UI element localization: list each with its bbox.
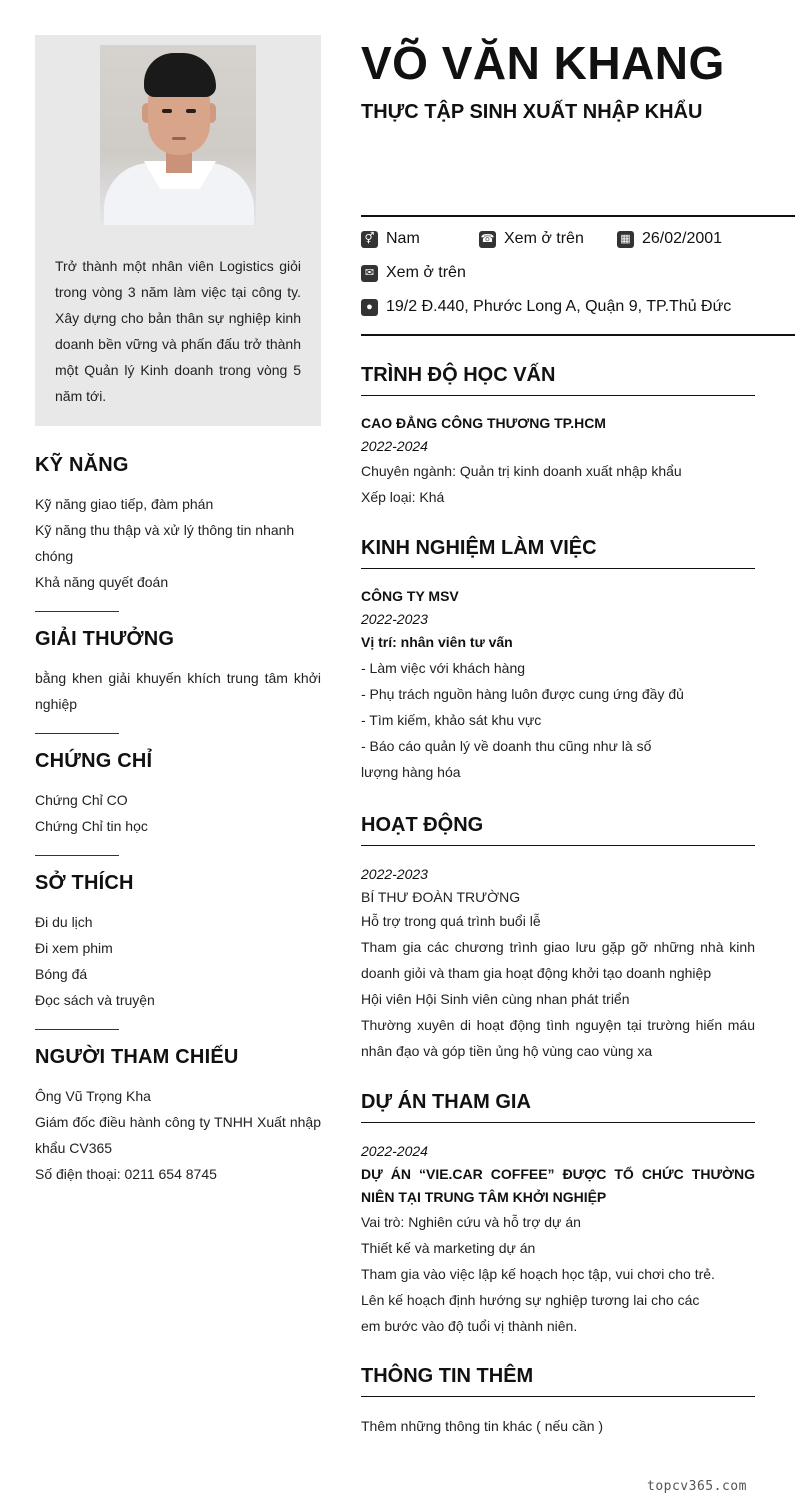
award-item: bằng khen giải khuyến khích trung tâm khởi nghiệp bbox=[35, 670, 321, 712]
candidate-role: THỰC TẬP SINH XUẤT NHẬP KHẨU bbox=[361, 101, 703, 123]
experience-title: KINH NGHIỆM LÀM VIỆC bbox=[361, 537, 755, 569]
section-divider bbox=[35, 611, 119, 612]
hobbies-section bbox=[35, 872, 321, 1013]
experience-date: 2022-2023 bbox=[361, 611, 428, 627]
contact-gender bbox=[361, 230, 420, 248]
experience-position: Vị trí: nhân viên tư vấn bbox=[361, 634, 513, 650]
education-date: 2022-2024 bbox=[361, 438, 428, 454]
birthday-value: 26/02/2001 bbox=[642, 230, 723, 247]
awards-section bbox=[35, 628, 321, 717]
experience-task: - Tìm kiếm, khảo sát khu vực bbox=[361, 712, 542, 728]
experience-task: - Phụ trách nguồn hàng luôn được cung ứng đầy đủ bbox=[361, 686, 684, 702]
reference-item: Số điện thoại: 0211 654 8745 bbox=[35, 1166, 217, 1182]
education-title: TRÌNH ĐỘ HỌC VẤN bbox=[361, 364, 755, 396]
activity-date: 2022-2023 bbox=[361, 866, 428, 882]
profile-box bbox=[35, 35, 321, 426]
experience-task: - Báo cáo quản lý về doanh thu cũng như là số lượng hàng hóa bbox=[361, 738, 652, 780]
contact-email bbox=[361, 264, 466, 282]
reference-item: Ông Vũ Trọng Kha bbox=[35, 1088, 151, 1104]
reference-item: Giám đốc điều hành công ty TNHH Xuất nhập khẩu CV365 bbox=[35, 1114, 321, 1156]
calendar-icon: ▦ bbox=[617, 231, 634, 248]
projects-title: DỰ ÁN THAM GIA bbox=[361, 1091, 755, 1123]
certificate-item: Chứng Chỉ CO bbox=[35, 792, 128, 808]
section-divider bbox=[35, 1029, 119, 1030]
activities-section bbox=[361, 814, 755, 1064]
skills-title: KỸ NĂNG bbox=[35, 454, 129, 476]
contact-address bbox=[361, 298, 731, 316]
phone-icon: ☎ bbox=[479, 231, 496, 248]
envelope-icon: ✉ bbox=[361, 265, 378, 282]
activity-item: Thường xuyên di hoạt động tình nguyện tại trường hiến máu nhân đạo và góp tiền ủng hộ vùng cao vùng xa bbox=[361, 1017, 755, 1059]
email-value: Xem ở trên bbox=[386, 264, 466, 281]
activity-item: Tham gia các chương trình giao lưu gặp gỡ những nhà kinh doanh giỏi và tham gia hoạt động khởi tạo doanh nghiệp bbox=[361, 939, 755, 981]
skill-item: Kỹ năng thu thập và xử lý thông tin nhanh chóng bbox=[35, 522, 295, 564]
education-section bbox=[361, 364, 755, 510]
skill-item: Kỹ năng giao tiếp, đàm phán bbox=[35, 496, 214, 512]
experience-section bbox=[361, 537, 755, 785]
phone-value: Xem ở trên bbox=[504, 230, 584, 247]
references-title: NGƯỜI THAM CHIẾU bbox=[35, 1046, 239, 1068]
certificate-item: Chứng Chỉ tin học bbox=[35, 818, 148, 834]
watermark-footer: topcv365.com bbox=[647, 1479, 747, 1494]
additional-title: THÔNG TIN THÊM bbox=[361, 1365, 755, 1397]
hobbies-title: SỞ THÍCH bbox=[35, 872, 134, 894]
company-name: CÔNG TY MSV bbox=[361, 588, 459, 604]
references-section bbox=[35, 1046, 321, 1187]
education-major: Chuyên ngành: Quản trị kinh doanh xuất nhập khẩu bbox=[361, 463, 682, 479]
contact-birthday bbox=[617, 230, 722, 248]
right-column bbox=[361, 35, 795, 1434]
additional-text: Thêm những thông tin khác ( nếu cần ) bbox=[361, 1418, 604, 1434]
gender-icon: ⚥ bbox=[361, 231, 378, 248]
hobby-item: Bóng đá bbox=[35, 966, 88, 982]
hobby-item: Đi xem phim bbox=[35, 940, 113, 956]
activity-item: Hội viên Hội Sinh viên cùng nhan phát triển bbox=[361, 991, 630, 1007]
project-item: Thiết kế và marketing dự án bbox=[361, 1240, 536, 1256]
skills-section bbox=[35, 454, 321, 595]
career-objective: Trở thành một nhân viên Logistics giỏi trong vòng 3 năm làm việc tại công ty. Xây dựng cho bản thân sự nghiệp kinh doanh bền vững và phấn đấu trở thành một Quản lý Kinh doanh trong vòng 5 năm tới. bbox=[55, 258, 301, 404]
section-divider bbox=[35, 855, 119, 856]
school-name: CAO ĐẲNG CÔNG THƯƠNG TP.HCM bbox=[361, 415, 606, 431]
hobby-item: Đi du lịch bbox=[35, 914, 93, 930]
activities-title: HOẠT ĐỘNG bbox=[361, 814, 755, 846]
activity-item: Hỗ trợ trong quá trình buổi lễ bbox=[361, 913, 541, 929]
projects-section bbox=[361, 1091, 755, 1339]
education-grade: Xếp loại: Khá bbox=[361, 489, 445, 505]
additional-section bbox=[361, 1365, 755, 1439]
contact-phone bbox=[479, 230, 584, 248]
experience-task: - Làm việc với khách hàng bbox=[361, 660, 526, 676]
candidate-name: VÕ VĂN KHANG bbox=[361, 37, 725, 89]
project-name: DỰ ÁN “VIE.CAR COFFEE” ĐƯỢC TỔ CHỨC THƯỜNG NIÊN TẠI TRUNG TÂM KHỞI NGHIỆP bbox=[361, 1166, 755, 1205]
project-item: Tham gia vào việc lập kế hoạch học tập, vui chơi cho trẻ. bbox=[361, 1266, 715, 1282]
awards-title: GIẢI THƯỞNG bbox=[35, 628, 175, 650]
project-date: 2022-2024 bbox=[361, 1143, 428, 1159]
profile-photo bbox=[100, 45, 256, 225]
address-value: 19/2 Đ.440, Phước Long A, Quận 9, TP.Thủ Đức bbox=[386, 298, 732, 315]
project-item: Lên kế hoạch định hướng sự nghiệp tương lai cho các em bước vào độ tuổi vị thành niên. bbox=[361, 1292, 700, 1334]
section-divider bbox=[35, 733, 119, 734]
left-column bbox=[35, 35, 321, 1187]
project-item: Vai trò: Nghiên cứu và hỗ trợ dự án bbox=[361, 1214, 581, 1230]
hobby-item: Đọc sách và truyện bbox=[35, 992, 155, 1008]
contact-block bbox=[361, 215, 795, 336]
certificates-section bbox=[35, 750, 321, 839]
skill-item: Khả năng quyết đoán bbox=[35, 574, 169, 590]
activity-role: BÍ THƯ ĐOÀN TRƯỜNG bbox=[361, 889, 521, 905]
location-pin-icon: ● bbox=[361, 299, 378, 316]
gender-value: Nam bbox=[386, 230, 420, 247]
certificates-title: CHỨNG CHỈ bbox=[35, 750, 153, 772]
